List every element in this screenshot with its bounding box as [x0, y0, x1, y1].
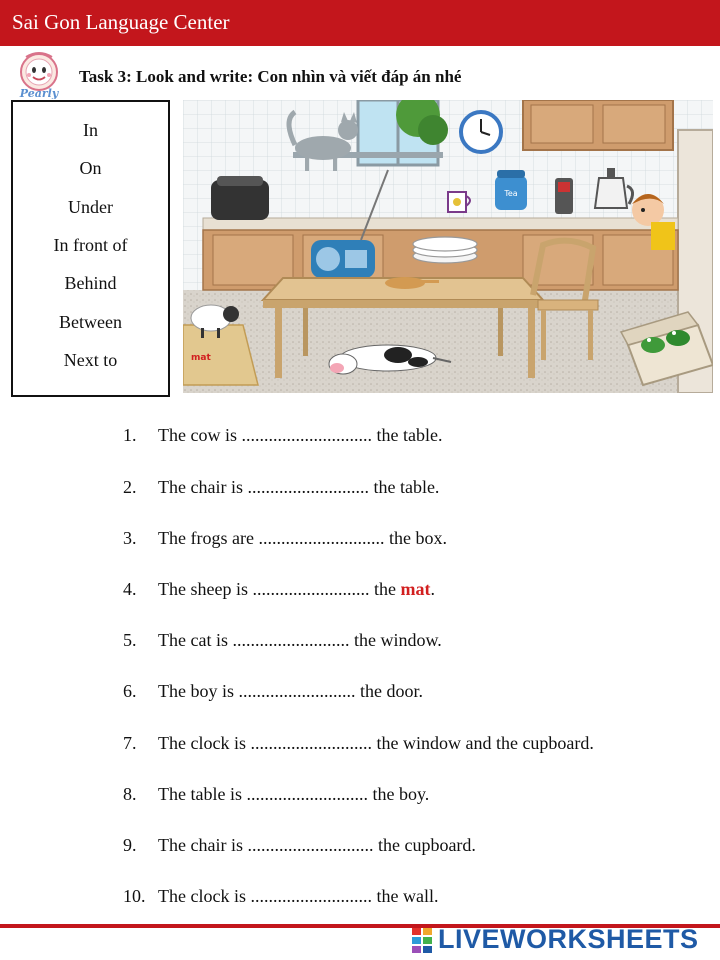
- header-bar: [0, 0, 720, 46]
- upper-cupboard: [523, 100, 673, 150]
- question-text: The clock is ........................... the wall.: [158, 886, 439, 906]
- tea-jar: [495, 170, 527, 210]
- word-option: On: [79, 158, 102, 178]
- question-number: 4.: [123, 579, 137, 599]
- liveworksheets-brand-text: LIVEWORKSHEETS: [438, 924, 699, 954]
- question-text: The clock is ........................... the window and the cupboard.: [158, 733, 594, 753]
- mug: [448, 192, 470, 212]
- pearly-logo: [14, 51, 64, 99]
- word-box: [11, 100, 170, 397]
- logo-text: Pearly: [19, 87, 59, 99]
- mat-label: mat: [191, 353, 211, 363]
- task-title: Task 3: Look and write: Con nhìn và viết đáp án nhé: [79, 67, 462, 86]
- question-number: 2.: [123, 477, 137, 497]
- question-number: 9.: [123, 835, 137, 855]
- question-text: The chair is ............................ the cupboard.: [158, 835, 476, 855]
- word-option: Between: [59, 312, 122, 332]
- word-option: Under: [68, 197, 113, 217]
- question-text: The cat is .......................... the window.: [158, 630, 442, 650]
- question-number: 10.: [123, 886, 146, 906]
- header-title: Sai Gon Language Center: [12, 10, 230, 34]
- question-text: The cow is ............................. the table.: [158, 425, 443, 445]
- question-number: 7.: [123, 733, 137, 753]
- question-text: The sheep is .......................... the mat.: [158, 579, 435, 599]
- question-text: The frogs are ............................ the box.: [158, 528, 447, 548]
- question-text: The chair is ........................... the table.: [158, 477, 440, 497]
- kitchen-scene-image: [183, 100, 713, 393]
- question-text: The table is ........................... the boy.: [158, 784, 430, 804]
- liveworksheets-logo[interactable]: [410, 924, 710, 954]
- toaster: [211, 176, 269, 220]
- question-text: The boy is .......................... the door.: [158, 681, 423, 701]
- word-option: In: [83, 120, 98, 140]
- question-number: 3.: [123, 528, 137, 548]
- plates: [413, 237, 477, 263]
- liveworksheets-logo-icon: [410, 924, 436, 954]
- word-option: Behind: [64, 273, 117, 293]
- question-number: 8.: [123, 784, 137, 804]
- question-number: 6.: [123, 681, 137, 701]
- question-number: 5.: [123, 630, 137, 650]
- question-number: 1.: [123, 425, 137, 445]
- word-option: In front of: [53, 235, 128, 255]
- highlight-word-mat: mat: [400, 579, 431, 599]
- tea-label: Tea: [504, 189, 518, 198]
- clock: [461, 112, 501, 152]
- word-option: Next to: [63, 350, 118, 370]
